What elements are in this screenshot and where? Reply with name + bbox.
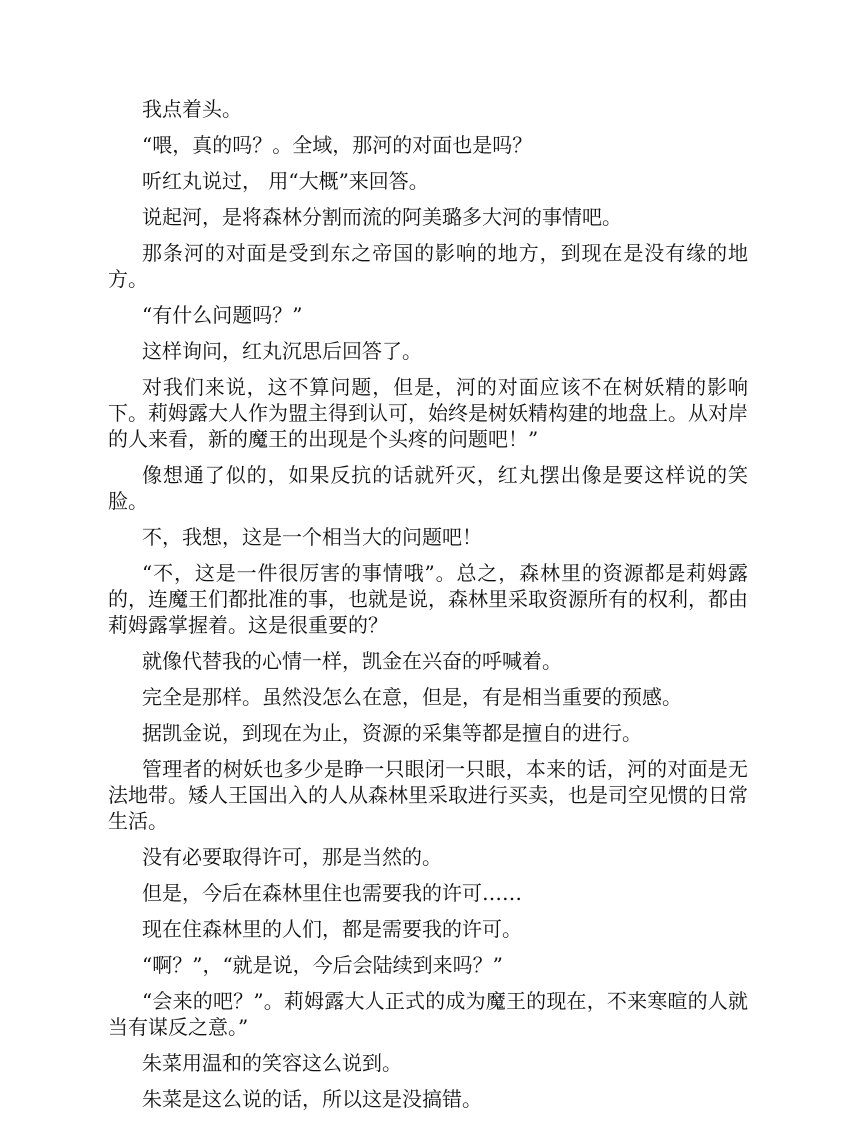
paragraph: “会来的吧？”。莉姆露大人正式的成为魔王的现在，不来寒暄的人就当有谋反之意。” <box>108 989 748 1039</box>
paragraph: 但是，今后在森林里住也需要我的许可…… <box>142 881 522 905</box>
paragraph: “啊？”，“就是说，今后会陆续到来吗？” <box>142 953 503 977</box>
paragraph: “喂，真的吗？。全域，那河的对面也是吗？ <box>142 133 533 157</box>
paragraph: 说起河，是将森林分割而流的阿美璐多大河的事情吧。 <box>142 205 622 229</box>
paragraph: 不，我想，这是一个相当大的问题吧！ <box>142 525 482 549</box>
paragraph: 朱菜是这么说的话，所以这是没搞错。 <box>142 1087 482 1111</box>
paragraph: 对我们来说，这不算问题，但是，河的对面应该不在树妖精的影响下。莉姆露大人作为盟主得到认可，始终是树妖精构建的地盘上。从对岸的人来看，新的魔王的出现是个头疼的问题吧！” <box>108 375 748 451</box>
paragraph: “有什么问题吗？” <box>142 303 303 327</box>
paragraph: 就像代替我的心情一样，凯金在兴奋的呼喊着。 <box>142 649 562 673</box>
document-page <box>108 96 748 1122</box>
paragraph: 我点着头。 <box>142 97 242 121</box>
paragraph: 管理者的树妖也多少是睁一只眼闭一只眼，本来的话，河的对面是无法地带。矮人王国出入的人从森林里采取进行买卖，也是司空见惯的日常生活。 <box>108 757 748 833</box>
paragraph: 现在住森林里的人们，都是需要我的许可。 <box>142 917 522 941</box>
paragraph: 没有必要取得许可，那是当然的。 <box>142 845 442 869</box>
paragraph: “不，这是一件很厉害的事情哦”。总之，森林里的资源都是莉姆露的，连魔王们都批准的事，也就是说，森林里采取资源所有的权利，都由莉姆露掌握着。这是很重要的？ <box>108 561 748 637</box>
paragraph: 那条河的对面是受到东之帝国的影响的地方，到现在是没有缘的地方。 <box>108 241 748 291</box>
paragraph: 据凯金说，到现在为止，资源的采集等都是擅自的进行。 <box>142 721 642 745</box>
paragraph: 像想通了似的，如果反抗的话就歼灭，红丸摆出像是要这样说的笑脸。 <box>108 463 748 513</box>
paragraph: 完全是那样。虽然没怎么在意，但是，有是相当重要的预感。 <box>142 685 682 709</box>
paragraph: 这样询问，红丸沉思后回答了。 <box>142 339 422 363</box>
paragraph: 朱菜用温和的笑容这么说到。 <box>142 1051 402 1075</box>
paragraph: 听红丸说过， 用“大概”来回答。 <box>142 169 429 193</box>
